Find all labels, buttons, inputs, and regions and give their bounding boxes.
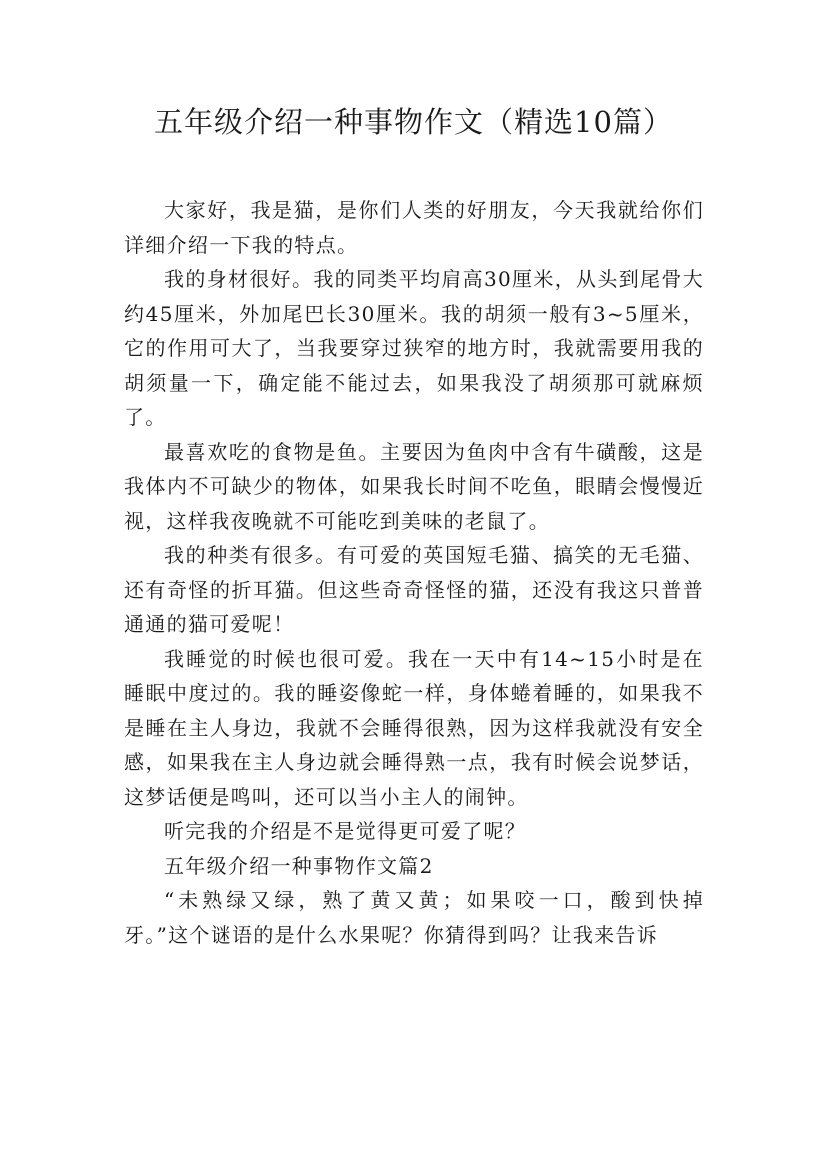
paragraph: 听完我的介绍是不是觉得更可爱了呢？ xyxy=(164,819,527,843)
paragraph: “未熟绿又绿，熟了黄又黄；如果咬一口，酸到快掉牙。”这个谜语的是什么水果呢？你猜得到吗？让我来告诉 xyxy=(124,888,704,947)
document-title: 五年级介绍一种事物作文（精选10篇） xyxy=(154,105,673,139)
paragraph: 我的种类有很多。有可爱的英国短毛猫、搞笑的无毛猫、还有奇怪的折耳猫。但这些奇奇怪怪的猫，还没有我这只普普通通的猫可爱呢！ xyxy=(124,543,704,636)
paragraph: 大家好，我是猫，是你们人类的好朋友，今天我就给你们详细介绍一下我的特点。 xyxy=(124,198,704,257)
paragraph: 我的身材很好。我的同类平均肩高30厘米，从头到尾骨大约45厘米，外加尾巴长30厘米。我的胡须一般有3~5厘米，它的作用可大了，当我要穿过狭窄的地方时，我就需要用我的胡须量一下，确定能不能过去，如果我没了胡须那可就麻烦了。 xyxy=(124,267,704,429)
paragraph: 最喜欢吃的食物是鱼。主要因为鱼肉中含有牛磺酸，这是我体内不可缺少的物体，如果我长时间不吃鱼，眼睛会慢慢近视，这样我夜晚就不可能吃到美味的老鼠了。 xyxy=(124,439,704,533)
paragraph: 我睡觉的时候也很可爱。我在一天中有14~15小时是在睡眠中度过的。我的睡姿像蛇一样，身体蜷着睡的，如果我不是睡在主人身边，我就不会睡得很熟，因为这样我就没有安全感，如果我在主人身边就会睡得熟一点，我有时候会说梦话，这梦话便是鸣叫，还可以当小主人的闹钟。 xyxy=(124,646,704,809)
document-body xyxy=(124,193,704,952)
section-heading: 五年级介绍一种事物作文篇2 xyxy=(164,853,434,878)
